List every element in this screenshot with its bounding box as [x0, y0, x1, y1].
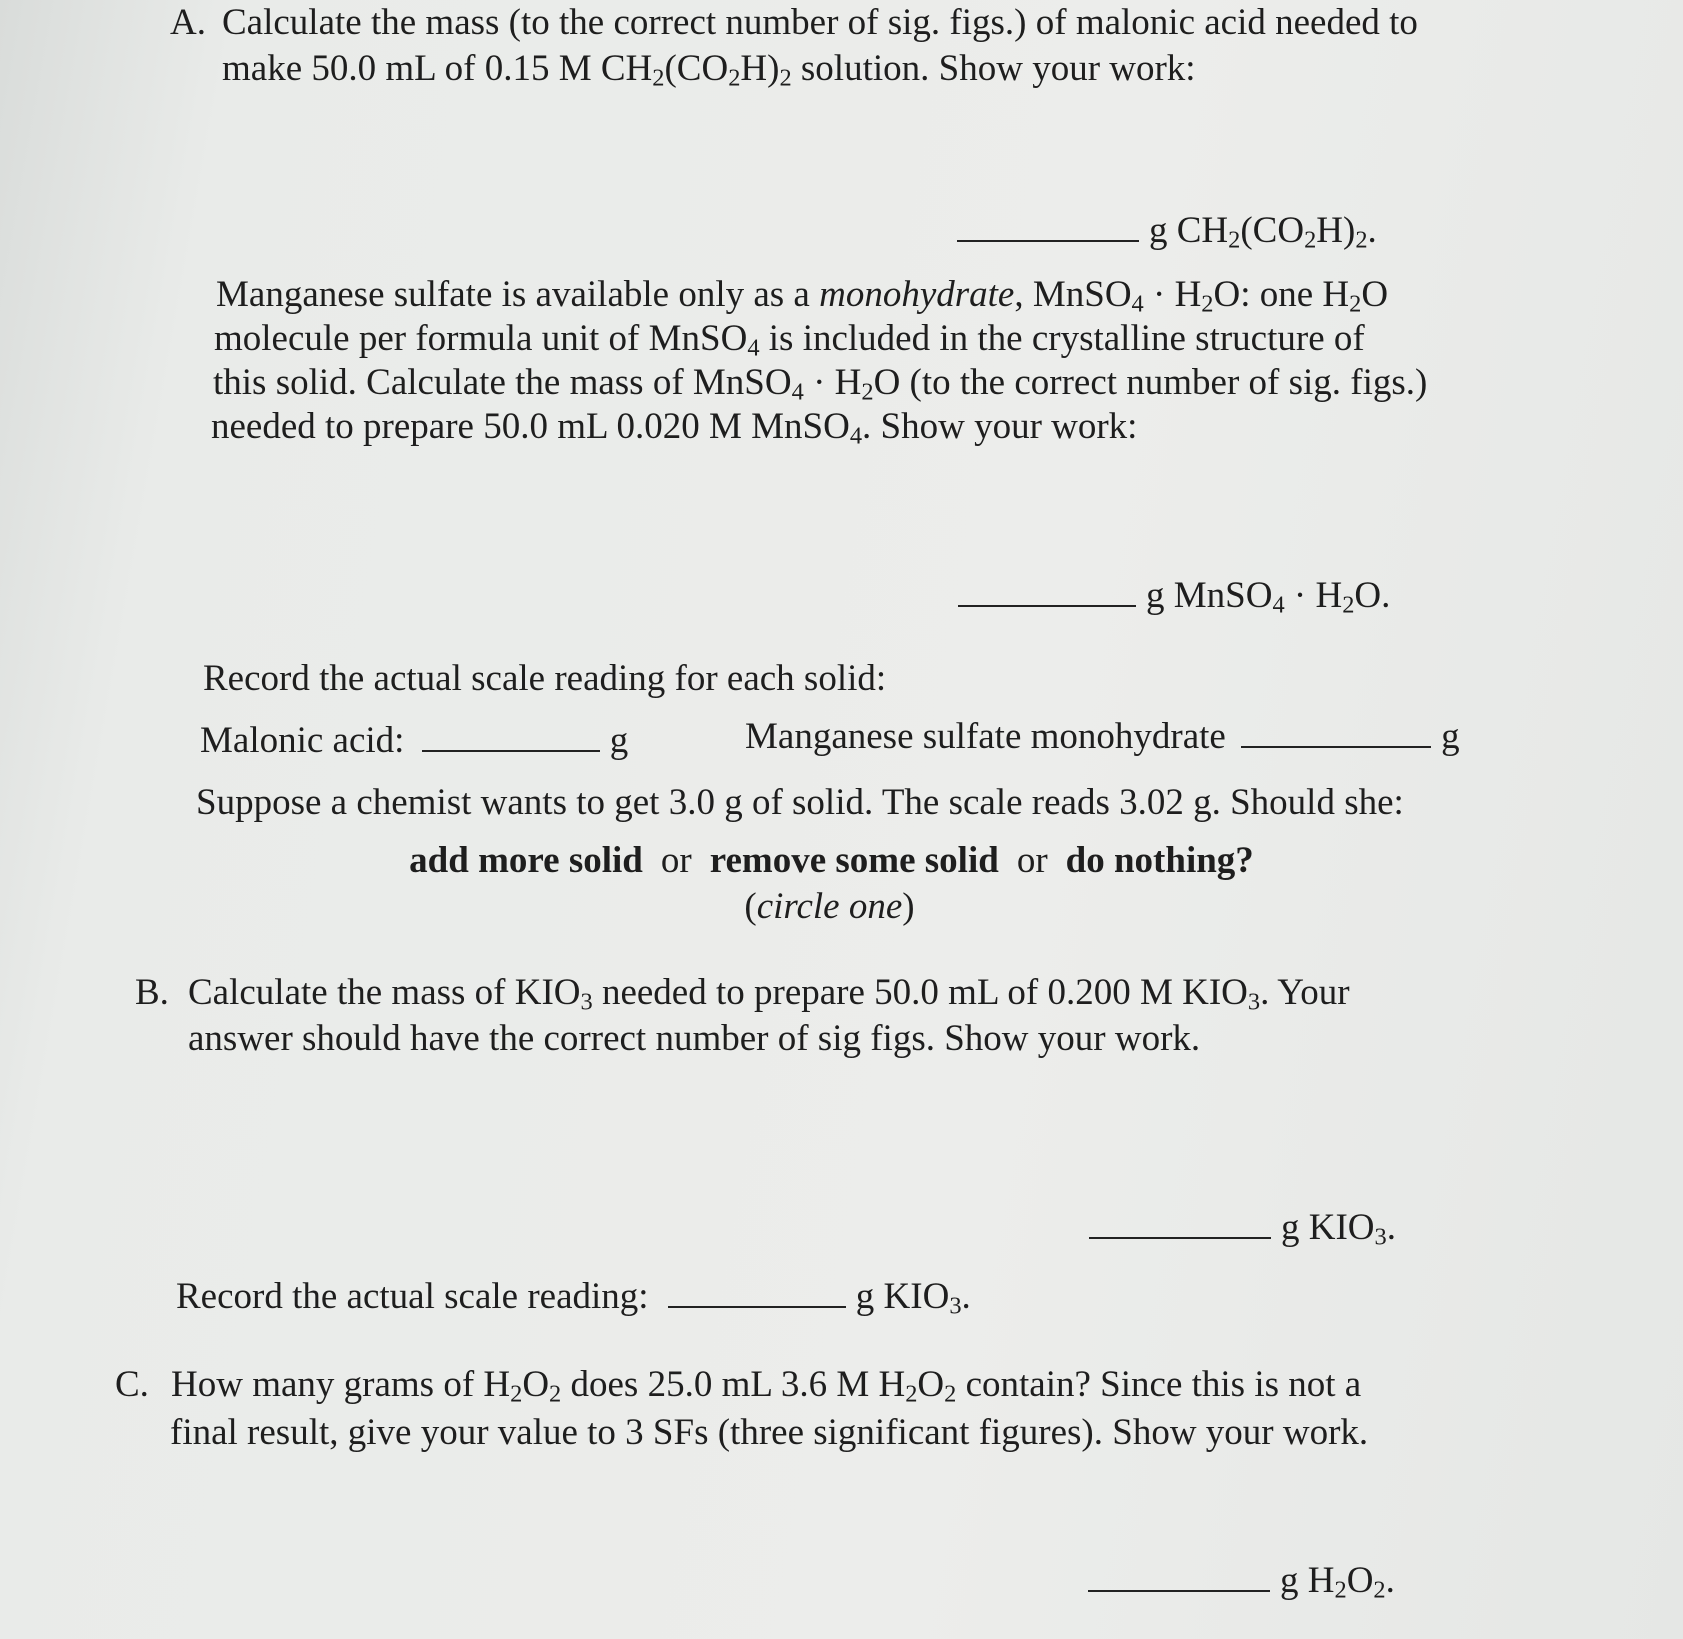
suppose-question: Suppose a chemist wants to get 3.0 g of solid. The scale reads 3.02 g. Should she:: [196, 782, 1404, 823]
malonic-acid-answer: g $CH_2(CO_2H)_2$.: [957, 208, 1377, 254]
option-remove-some[interactable]: remove some solid: [709, 840, 999, 881]
part-b-question-line2: answer should have the correct number of sig figs. Show your work.: [188, 1018, 1201, 1059]
mnso4-paragraph-line4: needed to prepare 50.0 mL 0.020 M MnSO$_4$. Show your work:: [211, 406, 1138, 450]
part-c-question-line1: How many grams of $H_2O_2$ does 25.0 mL 3.6 M $H_2O_2$ contain? Since this is not a: [171, 1364, 1362, 1408]
kio3-answer: g $KIO_3$.: [1089, 1205, 1396, 1251]
mnso4-answer-blank[interactable]: [958, 603, 1136, 607]
option-add-more[interactable]: add more solid: [409, 840, 643, 881]
part-a-marker: A.: [170, 2, 206, 43]
part-a-question-line1: Calculate the mass (to the correct number of sig. figs.) of malonic acid needed to: [222, 2, 1418, 43]
part-a-question-line2: make 50.0 mL of 0.15 M $CH_2(CO_2H)_2$ solution. Show your work:: [222, 48, 1196, 92]
kio3-reading-blank[interactable]: [668, 1304, 846, 1308]
h2o2-answer: g $H_2O_2$.: [1088, 1558, 1395, 1604]
h2o2-answer-blank[interactable]: [1088, 1588, 1270, 1592]
mnso4-reading: Manganese sulfate monohydrate g: [745, 716, 1460, 757]
record-heading: Record the actual scale reading for each solid:: [203, 658, 887, 699]
malonic-acid-reading-blank[interactable]: [422, 748, 600, 752]
kio3-answer-blank[interactable]: [1089, 1235, 1271, 1239]
or-1: or: [660, 840, 692, 881]
circle-options: [0, 838, 1673, 884]
option-do-nothing[interactable]: do nothing?: [1065, 840, 1254, 881]
mnso4-reading-blank[interactable]: [1241, 744, 1431, 748]
mnso4-paragraph-line2: molecule per formula unit of MnSO$_4$ is included in the crystalline structure of: [214, 318, 1365, 362]
mnso4-paragraph-line1: Manganese sulfate is available only as a monohydrate, MnSO$_4$ · $H_2O$: one $H_2O$: [216, 274, 1389, 318]
malonic-acid-reading: Malonic acid: g: [200, 720, 629, 761]
kio3-reading: Record the actual scale reading: g $KIO_3$.: [176, 1276, 971, 1320]
mnso4-answer: g MnSO$_4$ · $H_2O$.: [958, 573, 1390, 619]
or-2: or: [1016, 840, 1048, 881]
part-b-marker: B.: [135, 972, 169, 1013]
part-c-marker: C.: [115, 1364, 149, 1405]
circle-one-note: (circle one): [744, 886, 915, 927]
part-b-question-line1: Calculate the mass of $KIO_3$ needed to prepare 50.0 mL of 0.200 M $KIO_3$. Your: [188, 972, 1350, 1016]
part-c-question-line2: final result, give your value to 3 SFs (three significant figures). Show your work.: [170, 1412, 1369, 1453]
malonic-acid-answer-blank[interactable]: [957, 238, 1139, 242]
mnso4-paragraph-line3: this solid. Calculate the mass of MnSO$_4$ · $H_2O$ (to the correct number of sig. figs.): [213, 362, 1428, 406]
